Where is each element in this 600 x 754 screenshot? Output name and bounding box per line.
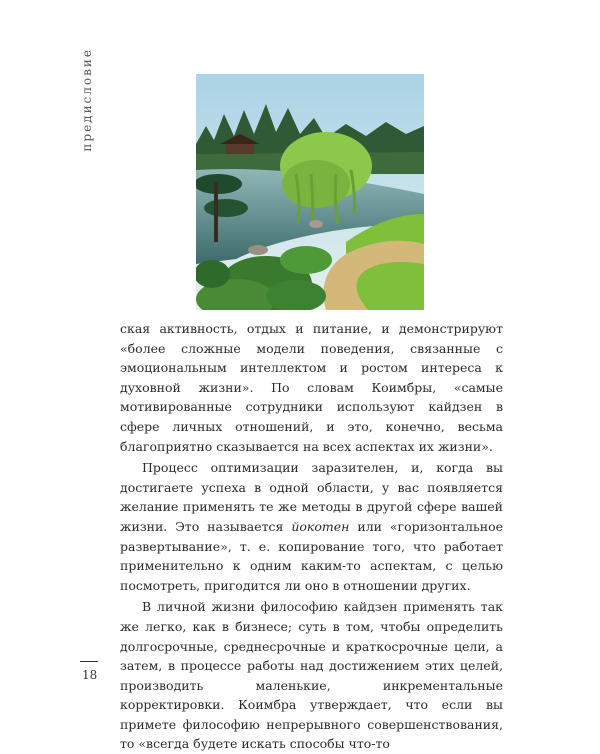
paragraph-2-end: или «горизонтальное развертывание», т. е. копирование того, что работает применительно к одним каким-то аспектам, с целью посмотреть, пригодится ли оно в отношении других.: [120, 518, 504, 593]
paragraph-1: ская активность, отдых и питание, и демонстрируют «более сложные модели поведения, связанные с эмоциональным интеллектом и ростом интереса к духовной жизни». По словам Коимбры, «самые мотивированные сотрудники используют кайдзен в сфере личных отношений, и это, конечно, весьма благоприятно сказывается на всех аспектах их жизни».: [120, 321, 503, 454]
garden-illustration: [196, 74, 424, 310]
paragraph-2: [120, 458, 503, 595]
term-yokoten: йокотен: [291, 518, 350, 534]
paragraph-3: В личной жизни философию кайдзен применять так же легко, как в бизнесе; суть в том, чтобы определить долгосрочные, среднесрочные и краткосрочные цели, а затем, в процессе работы над достижением этих целей, производить маленькие, инкрементальные корректировки. Коимбра утверждает, что если вы примете философию непрерывного совершенствования, то «всегда будете искать способы что-то: [120, 599, 503, 752]
garden-photo: [196, 74, 424, 310]
section-label: предисловие: [80, 48, 94, 152]
page-number: 18: [82, 668, 98, 682]
page-number-rule: [80, 661, 98, 662]
paragraph-2-start: Процесс оптимизации заразителен, и, когда вы достигаете успеха в одной области, у вас появляется желание применять те же методы в другой сфере вашей жизни. Это называется: [120, 460, 503, 534]
body-text: [120, 319, 503, 754]
